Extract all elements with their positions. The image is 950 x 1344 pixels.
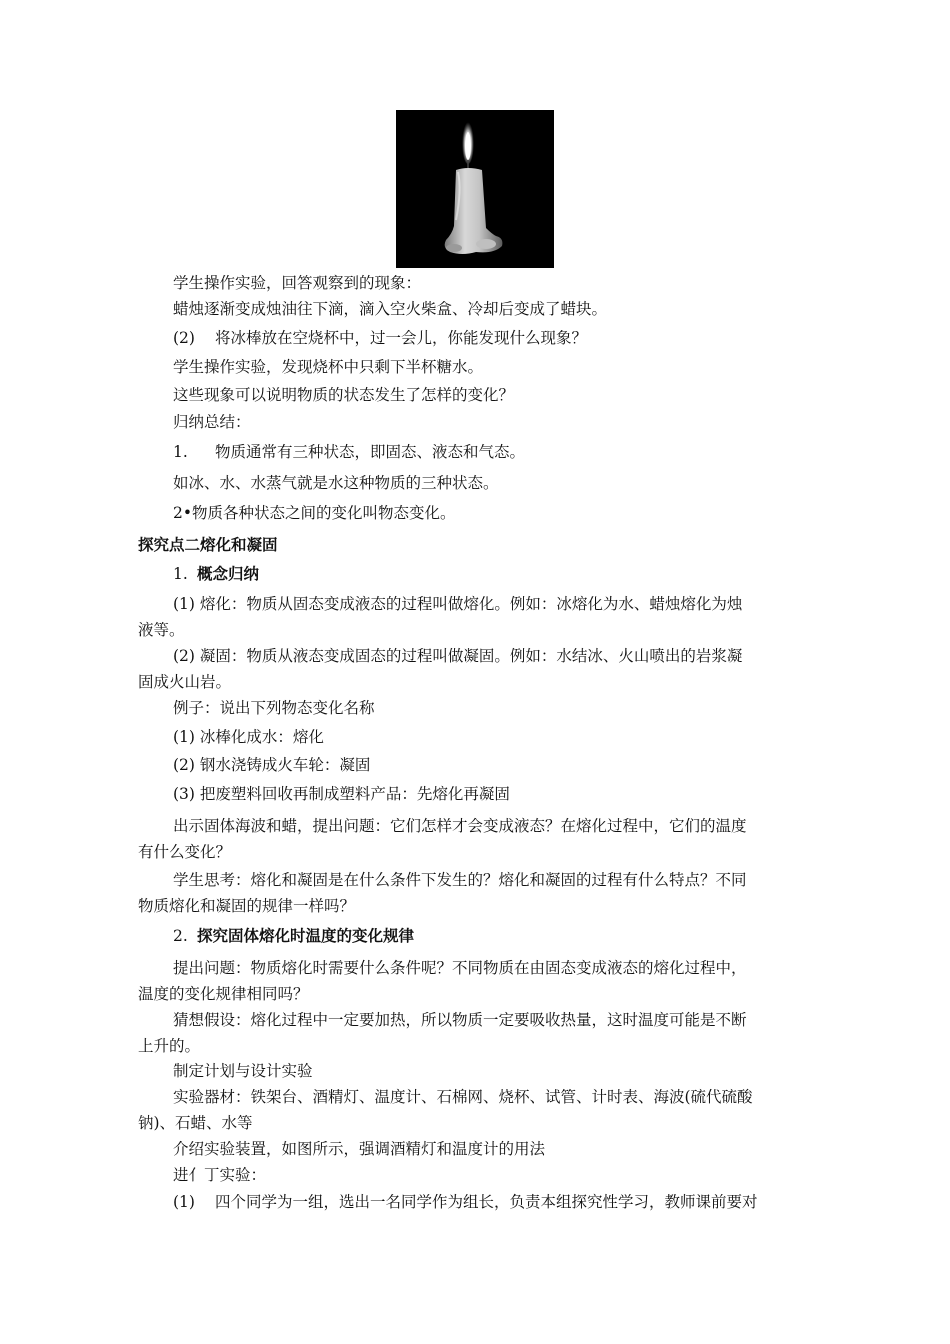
item-number: (2) bbox=[173, 329, 195, 347]
text-line: 物质通常有三种状态，即固态、液态和气态。 bbox=[215, 443, 526, 461]
text-line: 2•物质各种状态之间的变化叫物态变化。 bbox=[173, 504, 456, 522]
text-line: 提出问题：物质熔化时需要什么条件呢？不同物质在由固态变成液态的熔化过程中， bbox=[173, 959, 747, 977]
item-number: (1) bbox=[173, 1193, 195, 1211]
subsection-heading bbox=[173, 563, 259, 585]
item-number: 1. bbox=[173, 565, 188, 583]
item-number: 1. bbox=[173, 443, 188, 461]
text-line: 将冰棒放在空烧杯中，过一会儿，你能发现什么现象？ bbox=[215, 329, 588, 347]
text-line: 出示固体海波和蜡，提出问题：它们怎样才会变成液态？在熔化过程中，它们的温度 bbox=[173, 817, 747, 835]
text-line: 固成火山岩。 bbox=[138, 673, 232, 691]
text-line: 猜想假设：熔化过程中一定要加热，所以物质一定要吸收热量，这时温度可能是不断 bbox=[173, 1011, 747, 1029]
numbered-line bbox=[173, 1191, 758, 1213]
text-line: (2) 钢水浇铸成火车轮：凝固 bbox=[173, 756, 371, 774]
text-line: 例子：说出下列物态变化名称 bbox=[173, 699, 375, 717]
text-line: (1) 冰棒化成水：熔化 bbox=[173, 728, 324, 746]
text-line: 归纳总结： bbox=[173, 413, 251, 431]
text-line: 如冰、水、水蒸气就是水这种物质的三种状态。 bbox=[173, 474, 499, 492]
subsection-title: 探究固体熔化时温度的变化规律 bbox=[197, 927, 415, 945]
numbered-line bbox=[173, 327, 587, 349]
subsection-title: 概念归纳 bbox=[197, 565, 260, 583]
text-line: 钠)、石蜡、水等 bbox=[138, 1114, 253, 1132]
text-line: (3) 把废塑料回收再制成塑料产品：先熔化再凝固 bbox=[173, 785, 510, 803]
numbered-line bbox=[173, 441, 525, 463]
text-line: (1) 熔化：物质从固态变成液态的过程叫做熔化。例如：冰熔化为水、蜡烛熔化为烛 bbox=[173, 595, 743, 613]
text-line: 这些现象可以说明物质的状态发生了怎样的变化？ bbox=[173, 386, 515, 404]
subsection-heading bbox=[173, 925, 414, 947]
item-number: 2. bbox=[173, 927, 188, 945]
text-line: (2) 凝固：物质从液态变成固态的过程叫做凝固。例如：水结冰、火山喷出的岩浆凝 bbox=[173, 647, 743, 665]
text-line: 蜡烛逐渐变成烛油往下滴，滴入空火柴盒、冷却后变成了蜡块。 bbox=[173, 300, 608, 318]
text-line: 学生思考：熔化和凝固是在什么条件下发生的？熔化和凝固的过程有什么特点？不同 bbox=[173, 871, 747, 889]
text-line: 温度的变化规律相同吗？ bbox=[138, 985, 309, 1003]
candle-icon bbox=[396, 110, 554, 268]
text-line: 学生操作实验，发现烧杯中只剩下半杯糖水。 bbox=[173, 358, 484, 376]
text-line: 实验器材：铁架台、酒精灯、温度计、石棉网、烧杯、试管、计时表、海波(硫代硫酸 bbox=[173, 1088, 753, 1106]
candle-photo bbox=[396, 110, 554, 268]
text-line: 有什么变化？ bbox=[138, 843, 232, 861]
text-line: 介绍实验装置，如图所示，强调酒精灯和温度计的用法 bbox=[173, 1140, 546, 1158]
text-line: 学生操作实验，回答观察到的现象： bbox=[173, 274, 422, 292]
text-line: 液等。 bbox=[138, 621, 185, 639]
text-line: 物质熔化和凝固的规律一样吗？ bbox=[138, 897, 356, 915]
text-line: 制定计划与设计实验 bbox=[173, 1062, 313, 1080]
text-line: 进亻丁实验： bbox=[173, 1166, 267, 1184]
text-line: 上升的。 bbox=[138, 1037, 201, 1055]
section-heading: 探究点二熔化和凝固 bbox=[138, 536, 278, 554]
text-line: 四个同学为一组，选出一名同学作为组长，负责本组探究性学习，教师课前要对 bbox=[215, 1193, 758, 1211]
